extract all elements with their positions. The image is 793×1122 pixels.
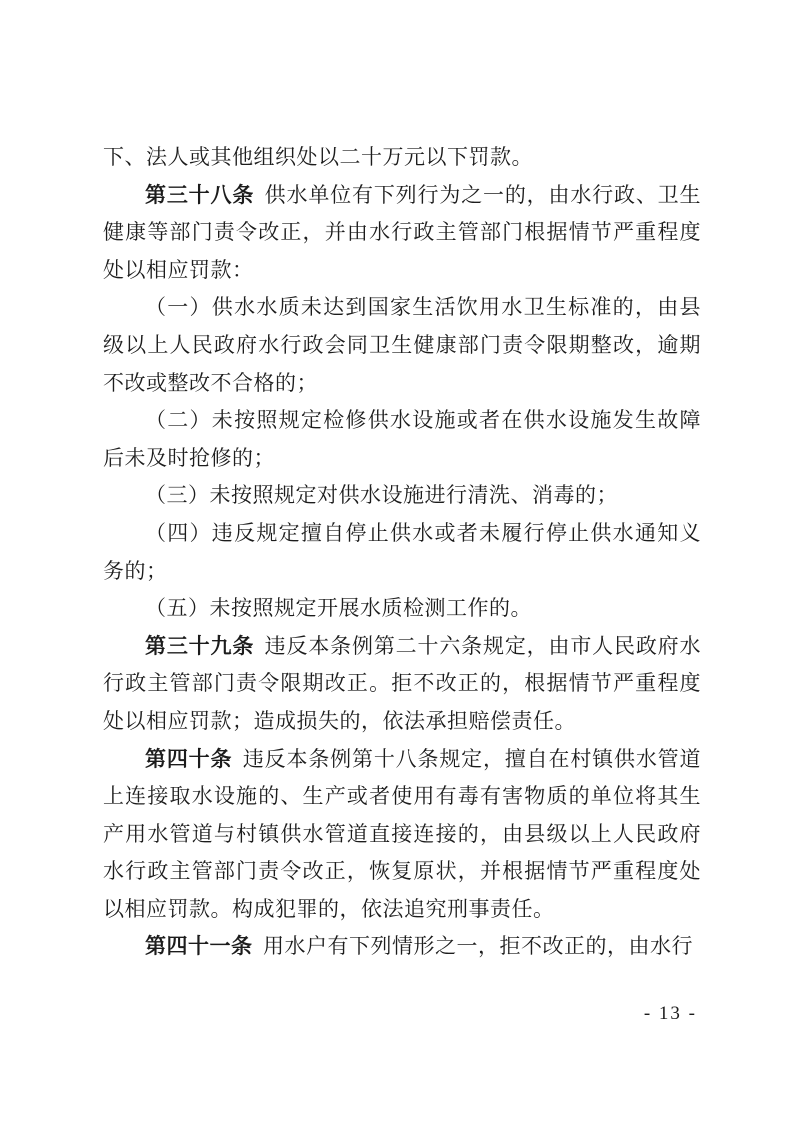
article-number: 第三十九条 xyxy=(145,634,255,658)
paragraph xyxy=(103,628,701,741)
paragraph-text: （三）未按照规定对供水设施进行清洗、消毒的； xyxy=(145,483,618,508)
paragraph xyxy=(103,289,701,402)
paragraph-text: 违反本条例第二十六条规定，由市人民政府水行政主管部门责令限期改正。拒不改正的，根据情节严重程度处以相应罚款；造成损失的，依法承担赔偿责任。 xyxy=(103,633,702,733)
paragraph-text: （二）未按照规定检修供水设施或者在供水设施发生故障后未及时抢修的； xyxy=(103,408,701,470)
paragraph-text: 用水户有下列情形之一，拒不改正的，由水行 xyxy=(263,934,693,959)
paragraph-text: 违反本条例第十八条规定，擅自在村镇供水管道上连接取水设施的、生产或者使用有毒有害物质的单位将其生产用水管道与村镇供水管道直接连接的，由县级以上人民政府水行政主管部门责令改正，恢复原状，并根据情节严重程度处以相应罚款。构成犯罪的，依法追究刑事责任。 xyxy=(103,746,702,921)
paragraph-text: （一）供水水质未达到国家生活饮用水卫生标准的，由县级以上人民政府水行政会同卫生健康部门责令限期整改，逾期不改或整改不合格的； xyxy=(103,295,701,395)
paragraph xyxy=(103,177,701,290)
paragraph-text: （五）未按照规定开展水质检测工作的。 xyxy=(145,596,532,621)
document-body xyxy=(103,139,701,966)
paragraph-text: （四）违反规定擅自停止供水或者未履行停止供水通知义务的； xyxy=(103,520,701,583)
paragraph xyxy=(103,477,701,515)
paragraph xyxy=(103,515,701,590)
page-number: - 13 - xyxy=(643,1003,697,1024)
paragraph xyxy=(103,590,701,628)
paragraph xyxy=(103,741,701,929)
paragraph xyxy=(103,402,701,477)
paragraph-text: 供水单位有下列行为之一的，由水行政、卫生健康等部门责令改正，并由水行政主管部门根据情节严重程度处以相应罚款： xyxy=(103,182,702,282)
paragraph xyxy=(103,139,701,177)
article-number: 第四十一条 xyxy=(145,935,253,959)
paragraph-text: 下、法人或其他组织处以二十万元以下罚款。 xyxy=(103,145,533,169)
article-number: 第四十条 xyxy=(145,747,233,771)
paragraph xyxy=(103,928,701,966)
article-number: 第三十八条 xyxy=(145,183,255,207)
